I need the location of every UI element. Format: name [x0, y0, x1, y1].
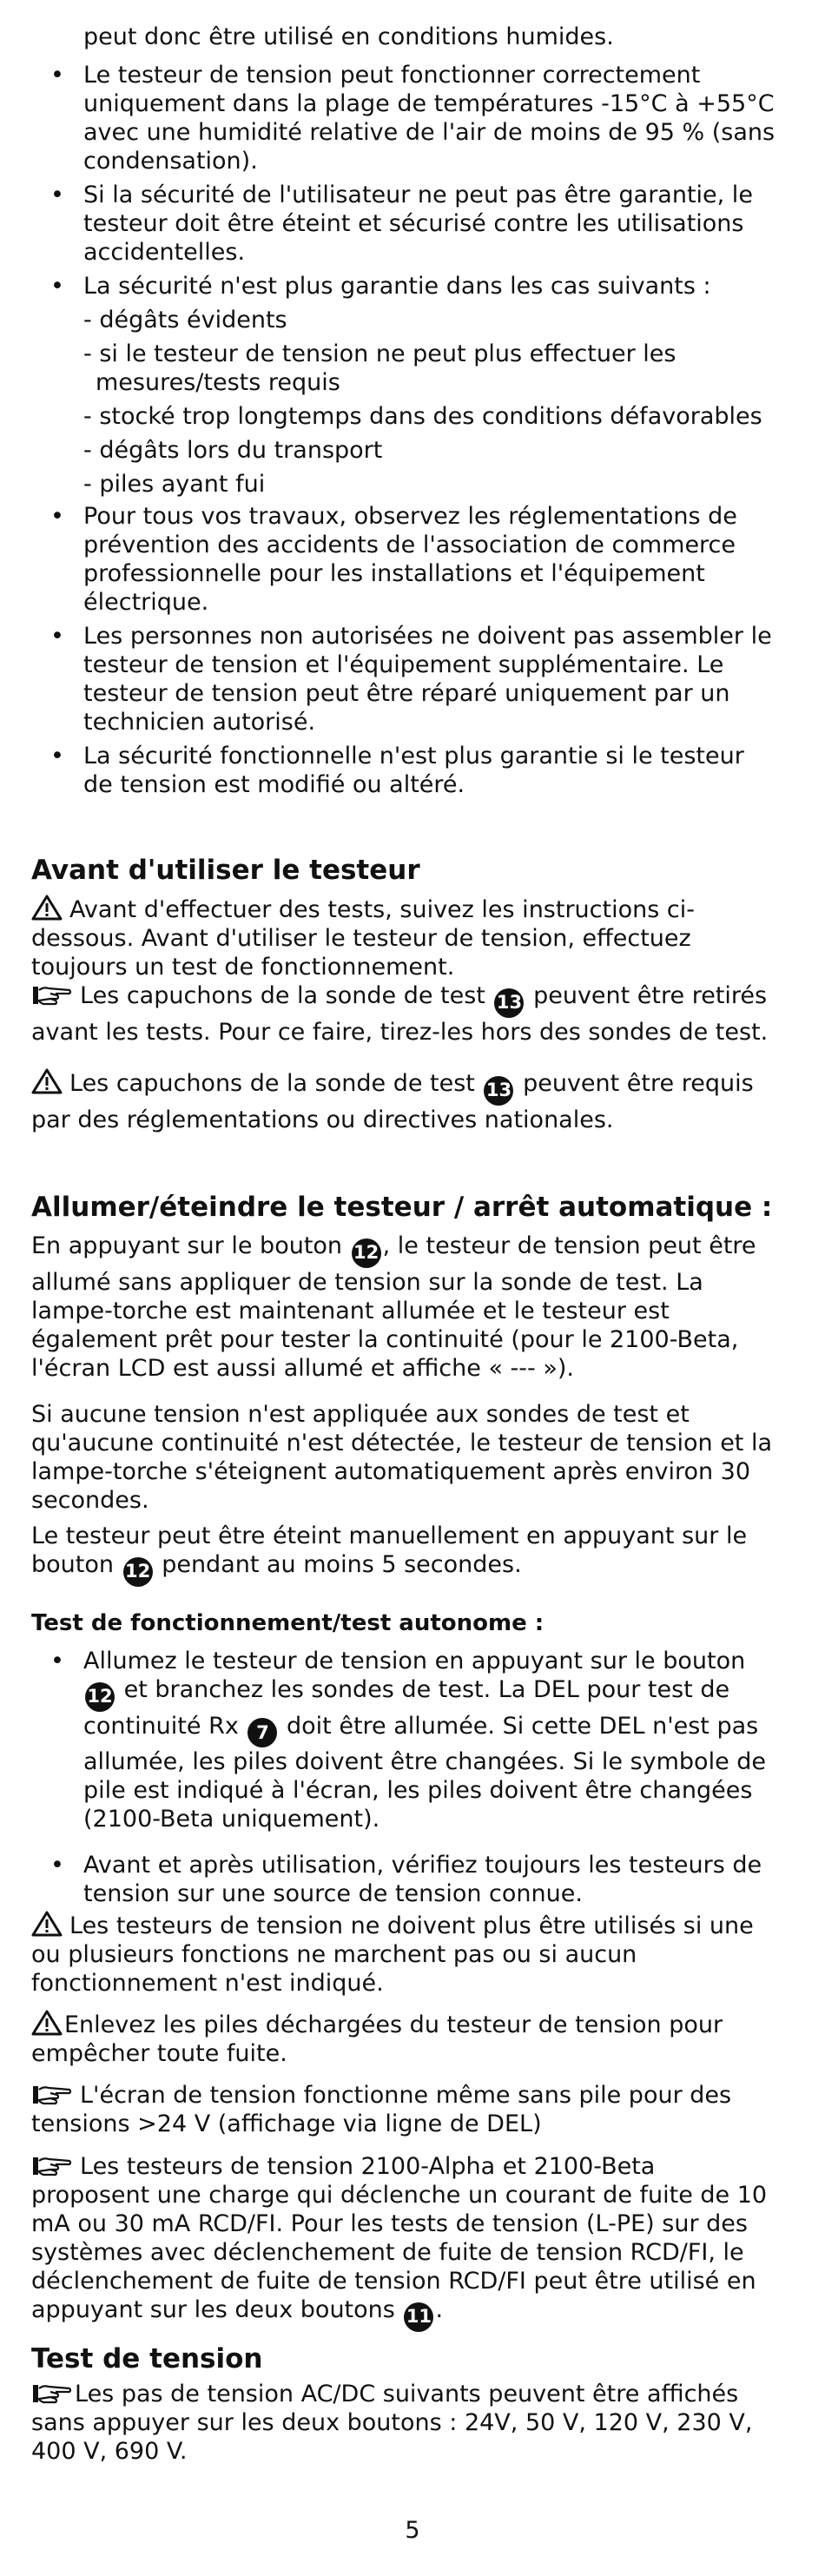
reference-number: 12: [352, 1238, 381, 1268]
power-paragraph-3: Le testeur peut être éteint manuellement en appuyant sur le bouton 12 pendant au moins 5 secondes.: [31, 1522, 778, 1587]
reference-number: 11: [404, 2302, 433, 2332]
warning-triangle-icon: [31, 1068, 63, 1094]
note-paragraph: Les testeurs de tension 2100-Alpha et 2100-Beta proposent une charge qui déclenche un courant de fuite de 10 mA ou 30 mA RCD/FI. Pour les tests de tension (L-PE) sur des systèmes avec déclenchement de fuite de tension RCD/FI, le déclenchement de fuite de tension RCD/FI peut être utilisé en appuyant sur les deux boutons 11 .: [31, 2152, 778, 2332]
list-item: • Si la sécurité de l'utilisateur ne peut pas être garantie, le testeur doit être éteint et sécurisé contre les utilisations accidentelles.: [31, 181, 778, 267]
pointing-hand-icon: [31, 2083, 73, 2107]
safety-list: [31, 61, 778, 804]
list-item: • La sécurité fonctionnelle n'est plus garantie si le testeur de tension est modifié ou altéré.: [31, 742, 778, 799]
reference-number: 13: [494, 988, 524, 1018]
list-item: • Le testeur de tension peut fonctionner correctement uniquement dans la plage de températures -15°C à +55°C avec une humidité relative de l'air de moins de 95 % (sans condensation).: [31, 61, 778, 175]
list-item: • Les personnes non autorisées ne doivent pas assembler le testeur de tension et l'équipement supplémentaire. Le testeur de tension peut être réparé uniquement par un technicien autorisé.: [31, 622, 778, 736]
warning-paragraph: Les testeurs de tension ne doivent plus être utilisés si une ou plusieurs fonctions ne marchent pas ou si aucun fonctionnement n'est indiqué.: [31, 1912, 754, 1997]
warning-triangle-icon: [31, 1911, 63, 1937]
warning-paragraph: Avant d'effectuer des tests, suivez les instructions ci-dessous. Avant d'utiliser le testeur de tension, effectuez toujours un test de fonctionnement.: [31, 896, 695, 981]
page-number: 5: [405, 2517, 420, 2544]
list-item: [31, 272, 778, 499]
case-item: - dégâts évidents: [83, 307, 287, 334]
power-paragraph-1: En appuyant sur le bouton 12 , le testeur de tension peut être allumé sans appliquer de tension sur la sonde de test. La lampe-torche est maintenant allumée et le testeur est également prêt pour tester la continuité (pour le 2100-Beta, l'écran LCD est aussi allumé et affiche « --- »).: [31, 1232, 756, 1382]
case-item: - piles ayant fui: [83, 471, 266, 498]
list-item: • Pour tous vos travaux, observez les réglementations de prévention des accidents de l'association de commerce professionnelle pour les installations et l'équipement électrique.: [31, 502, 778, 617]
power-paragraph-2: Si aucune tension n'est appliquée aux sondes de test et qu'aucune continuité n'est détectée, le testeur de tension et la lampe-torche s'éteignent automatiquement après environ 30 secondes.: [31, 1401, 773, 1514]
reference-number: 13: [484, 1076, 513, 1106]
case-item: - si le testeur de tension ne peut plus effectuer les mesures/tests requis: [83, 340, 676, 396]
note-paragraph: Les capuchons de la sonde de test 13 peuvent être retirés avant les tests. Pour ce faire, tirez-les hors des sondes de test.: [31, 982, 769, 1046]
list-item: • Avant et après utilisation, vérifiez toujours les testeurs de tension sur une source de tension connue.: [31, 1851, 778, 1908]
note-paragraph: L'écran de tension fonctionne même sans pile pour des tensions >24 V (affichage via ligne de DEL): [31, 2082, 732, 2137]
section-heading-before: Avant d'utiliser le testeur: [31, 855, 420, 886]
warning-triangle-icon: [31, 895, 63, 921]
warning-triangle-icon: [31, 2010, 63, 2036]
case-item: - stocké trop longtemps dans des conditions défavorables: [83, 403, 762, 430]
reference-number: 12: [123, 1557, 153, 1587]
pointing-hand-icon: [31, 2154, 73, 2178]
list-item: • Allumez le testeur de tension en appuyant sur le bouton 12 et branchez les sondes de test. La DEL pour test de continuité Rx 7 doit être allumée. Si cette DEL n'est pas allumée, les piles doivent être changées. Si le symbole de pile est indiqué à l'écran, les piles doivent être changées (2100-Beta uniquement).: [31, 1647, 778, 1833]
case-item: - dégâts lors du transport: [83, 437, 383, 464]
list-item-text: La sécurité n'est plus garantie dans les cas suivants :: [83, 273, 711, 300]
reference-number: 7: [248, 1718, 277, 1747]
section-heading-power: Allumer/éteindre le testeur / arrêt automatique :: [31, 1192, 773, 1223]
note-paragraph: Les pas de tension AC/DC suivants peuvent être affichés sans appuyer sur les deux boutons : 24V, 50 V, 120 V, 230 V, 400 V, 690 V.: [31, 2381, 753, 2465]
function-test-list: [31, 1647, 778, 1913]
intro-line: peut donc être utilisé en conditions humides.: [83, 23, 614, 50]
section-heading-voltage: Test de tension: [31, 2343, 263, 2375]
reference-number: 12: [85, 1682, 115, 1712]
pointing-hand-icon: [31, 2381, 73, 2406]
warning-paragraph: Enlevez les piles déchargées du testeur de tension pour empêcher toute fuite.: [31, 2011, 723, 2067]
pointing-hand-icon: [31, 983, 73, 1007]
subsection-heading-function-test: Test de fonctionnement/test autonome :: [31, 1610, 544, 1636]
warning-paragraph: Les capuchons de la sonde de test 13 peuvent être requis par des réglementations ou directives nationales.: [31, 1070, 754, 1133]
